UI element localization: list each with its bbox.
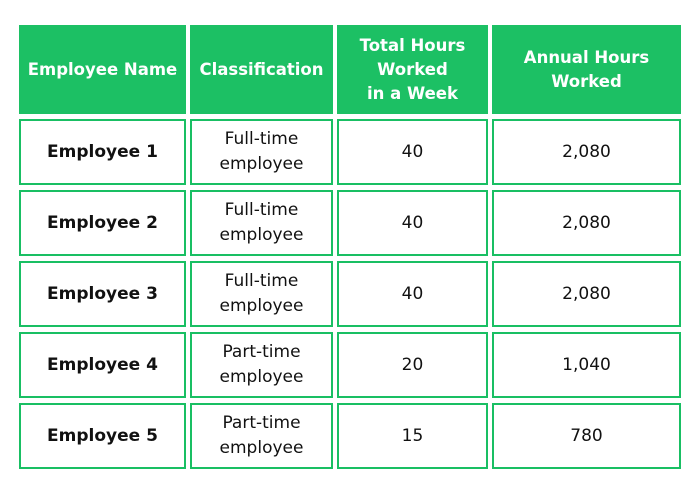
cell-weekly-hours	[337, 403, 488, 469]
cell-annual-hours	[492, 261, 681, 327]
header-classification	[190, 25, 333, 114]
header-weekly-hours	[337, 25, 488, 114]
employee-name-text: Employee 2	[47, 212, 158, 233]
employee-name-text: Employee 5	[47, 425, 158, 446]
cell-annual-hours	[492, 119, 681, 185]
annual-hours-text: 2,080	[562, 212, 611, 233]
header-annual-hours	[492, 25, 681, 114]
cell-employee-name	[19, 403, 186, 469]
annual-hours-text: 2,080	[562, 141, 611, 162]
cell-employee-name	[19, 190, 186, 256]
classification-text: Full-time employee	[219, 271, 304, 316]
employee-name-text: Employee 3	[47, 283, 158, 304]
weekly-hours-text: 15	[401, 425, 424, 446]
cell-annual-hours	[492, 403, 681, 469]
cell-employee-name	[19, 119, 186, 185]
cell-employee-name	[19, 332, 186, 398]
employee-name-text: Employee 1	[47, 141, 158, 162]
annual-hours-text: 1,040	[562, 354, 611, 375]
classification-text: Full-time employee	[219, 200, 304, 245]
cell-employee-name	[19, 261, 186, 327]
cell-classification	[190, 119, 333, 185]
annual-hours-text: 2,080	[562, 283, 611, 304]
cell-classification	[190, 403, 333, 469]
header-weekly-hours-label: Total Hours Worked in a Week	[359, 35, 466, 103]
cell-weekly-hours	[337, 190, 488, 256]
header-employee-name	[19, 25, 186, 114]
cell-classification	[190, 332, 333, 398]
cell-weekly-hours	[337, 261, 488, 327]
cell-classification	[190, 261, 333, 327]
cell-annual-hours	[492, 190, 681, 256]
classification-text: Full-time employee	[219, 129, 304, 174]
cell-weekly-hours	[337, 332, 488, 398]
classification-text: Part-time employee	[219, 413, 304, 458]
header-annual-hours-label: Annual Hours Worked	[523, 47, 650, 91]
weekly-hours-text: 40	[401, 212, 424, 233]
weekly-hours-text: 40	[401, 141, 424, 162]
classification-text: Part-time employee	[219, 342, 304, 387]
cell-annual-hours	[492, 332, 681, 398]
header-classification-label: Classification	[199, 59, 324, 79]
employee-name-text: Employee 4	[47, 354, 158, 375]
weekly-hours-text: 40	[401, 283, 424, 304]
hours-table	[19, 25, 681, 469]
cell-weekly-hours	[337, 119, 488, 185]
annual-hours-text: 780	[570, 425, 603, 446]
header-employee-name-label: Employee Name	[27, 59, 178, 79]
cell-classification	[190, 190, 333, 256]
weekly-hours-text: 20	[401, 354, 424, 375]
